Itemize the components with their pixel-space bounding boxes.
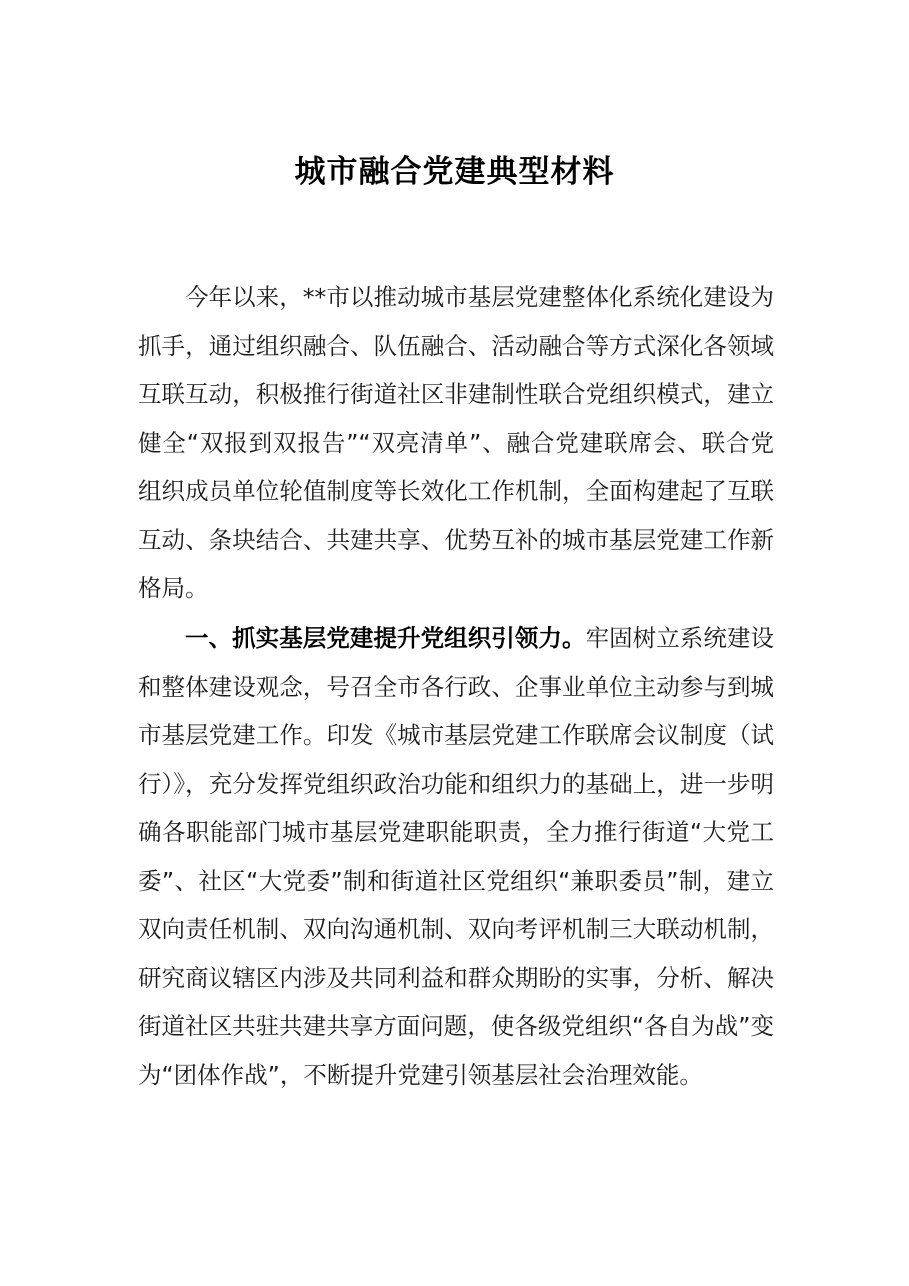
document-title: 城市融合党建典型材料 [294, 154, 615, 190]
section-heading: 一、抓实基层党建提升党组织引领力。 [185, 624, 586, 652]
section-body-text: 牢固树立系统建设和整体建设观念，号召全市各行政、企事业单位主动参与到城市基层党建工作。印发《城市基层党建工作联席会议制度（试行）》，充分发挥党组织政治功能和组织力的基础上，进一步明确各职能部门城市基层党建职能职责，全力推行街道“大党工委”、社区“大党委”制和街道社区党组织“兼职委员”制，建立双向责任机制、双向沟通机制、双向考评机制三大联动机制，研究商议辖区内涉及共同利益和群众期盼的实事，分析、解决街道社区共驻共建共享方面问题，使各级党组织“各自为战”变为“团体作战”，不断提升党建引领基层社会治理效能。 [138, 624, 774, 1089]
body-paragraph [138, 614, 774, 1099]
body-paragraph: 今年以来，**市以推动城市基层党建整体化系统化建设为抓手，通过组织融合、队伍融合、活动融合等方式深化各领域互联互动，积极推行街道社区非建制性联合党组织模式，建立健全“双报到双报告”“双亮清单”、融合党建联席会、联合党组织成员单位轮值制度等长效化工作机制，全面构建起了互联互动、条块结合、共建共享、优势互补的城市基层党建工作新格局。 [138, 283, 774, 602]
